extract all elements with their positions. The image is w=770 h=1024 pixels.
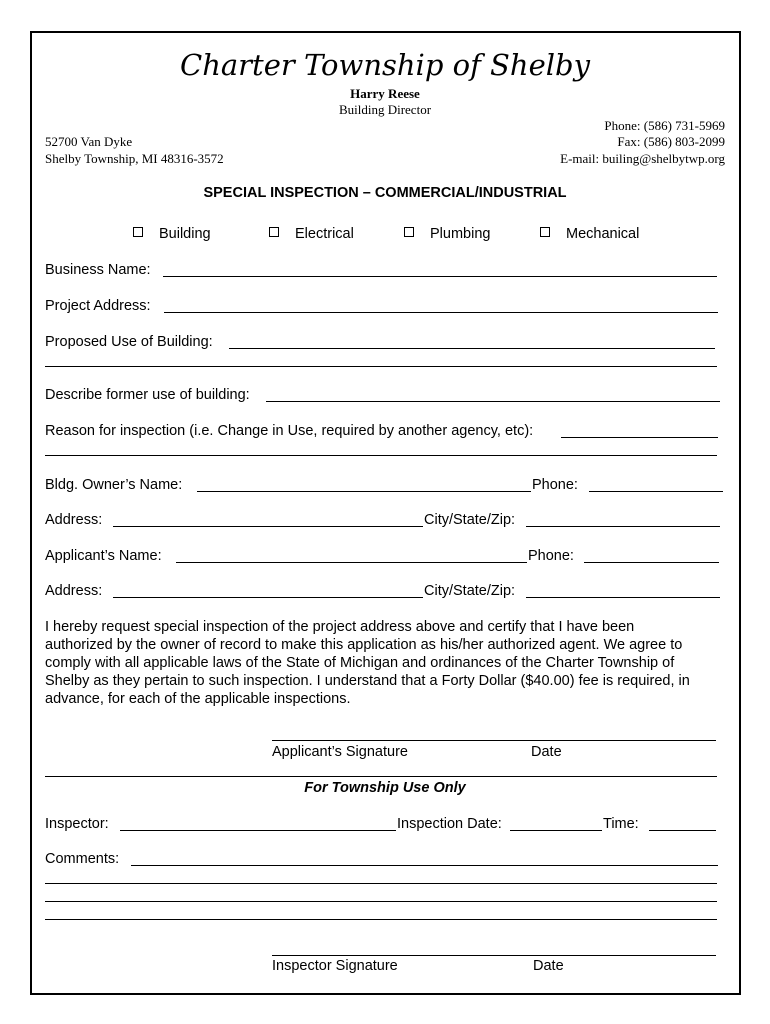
inspector-signature-field[interactable] [272, 955, 716, 956]
certification-line: I hereby request special inspection of the project address above and certify that I have been [45, 619, 635, 635]
checkbox-building[interactable] [133, 226, 211, 242]
director-name: Harry Reese [350, 86, 420, 101]
applicant-name-field[interactable] [176, 562, 527, 563]
owner-city-state-zip-field[interactable] [526, 526, 720, 527]
checkbox-label: Building [159, 226, 211, 242]
inspector-signature-label: Inspector Signature [272, 958, 398, 974]
reason-field-line2[interactable] [45, 455, 717, 456]
inspector-label: Inspector: [45, 816, 109, 832]
applicant-address-label: Address: [45, 583, 103, 599]
section-divider [45, 776, 717, 777]
applicant-signature-label: Applicant’s Signature [272, 744, 408, 760]
certification-line: advance, for each of the applicable inspections. [45, 691, 351, 707]
owner-address-label: Address: [45, 512, 103, 528]
owner-city-state-zip-label: City/State/Zip: [424, 512, 516, 528]
proposed-use-label: Proposed Use of Building: [45, 334, 213, 350]
director-title: Building Director [338, 102, 432, 117]
certification-line: comply with all applicable laws of the State of Michigan and ordinances of the Charter Township of [45, 655, 675, 671]
owner-name-label: Bldg. Owner’s Name: [45, 477, 183, 493]
comments-field[interactable] [131, 865, 718, 866]
owner-address-field[interactable] [113, 526, 423, 527]
former-use-field[interactable] [266, 401, 720, 402]
business-name-field[interactable] [163, 276, 717, 277]
township-use-heading: For Township Use Only [304, 780, 466, 796]
owner-name-field[interactable] [197, 491, 531, 492]
applicant-phone-field[interactable] [584, 562, 719, 563]
comments-field-line2[interactable] [45, 883, 717, 884]
certification-paragraph [45, 618, 725, 708]
checkbox-mechanical[interactable] [540, 226, 639, 242]
phone-number: Phone: (586) 731-5969 [604, 118, 725, 133]
owner-phone-field[interactable] [589, 491, 723, 492]
applicant-signature-field[interactable] [272, 740, 716, 741]
page-border [30, 31, 741, 995]
time-field[interactable] [649, 830, 716, 831]
owner-phone-label: Phone: [532, 477, 578, 493]
page-title: Charter Township of Shelby [180, 48, 590, 82]
email-address: E-mail: builing@shelbytwp.org [560, 151, 725, 166]
business-name-label: Business Name: [45, 262, 151, 278]
checkbox-label: Mechanical [566, 226, 640, 242]
reason-field[interactable] [561, 437, 718, 438]
project-address-label: Project Address: [45, 298, 151, 314]
checkbox-electrical[interactable] [269, 226, 354, 242]
reason-label: Reason for inspection (i.e. Change in Use, required by another agency, etc): [45, 423, 534, 439]
checkbox-icon[interactable] [540, 227, 550, 237]
certification-line: authorized by the owner of record to make this application as his/her authorized agent. We agree to [45, 637, 683, 653]
inspector-field[interactable] [120, 830, 396, 831]
checkbox-icon[interactable] [133, 227, 143, 237]
applicant-city-state-zip-label: City/State/Zip: [424, 583, 516, 599]
proposed-use-field-line2[interactable] [45, 366, 717, 367]
checkbox-plumbing[interactable] [404, 226, 490, 242]
comments-label: Comments: [45, 851, 120, 867]
applicant-city-state-zip-field[interactable] [526, 597, 720, 598]
time-label: Time: [603, 816, 639, 832]
address-line2: Shelby Township, MI 48316-3572 [45, 151, 224, 166]
checkbox-icon[interactable] [404, 227, 414, 237]
applicant-address-field[interactable] [113, 597, 423, 598]
applicant-name-label: Applicant’s Name: [45, 548, 162, 564]
inspection-date-field[interactable] [510, 830, 602, 831]
certification-line: Shelby as they pertain to such inspection. I understand that a Forty Dollar ($40.00) fee is required, in [45, 673, 690, 689]
proposed-use-field[interactable] [229, 348, 715, 349]
project-address-field[interactable] [164, 312, 718, 313]
form-heading: SPECIAL INSPECTION – COMMERCIAL/INDUSTRIAL [203, 185, 567, 201]
address-line1: 52700 Van Dyke [45, 134, 133, 149]
inspector-date-label: Date [533, 958, 564, 974]
former-use-label: Describe former use of building: [45, 387, 250, 403]
comments-field-line3[interactable] [45, 901, 717, 902]
comments-field-line4[interactable] [45, 919, 717, 920]
applicant-phone-label: Phone: [528, 548, 574, 564]
checkbox-label: Electrical [295, 226, 354, 242]
applicant-date-label: Date [531, 744, 562, 760]
fax-number: Fax: (586) 803-2099 [617, 134, 725, 149]
inspection-date-label: Inspection Date: [397, 816, 502, 832]
checkbox-label: Plumbing [430, 226, 491, 242]
checkbox-icon[interactable] [269, 227, 279, 237]
